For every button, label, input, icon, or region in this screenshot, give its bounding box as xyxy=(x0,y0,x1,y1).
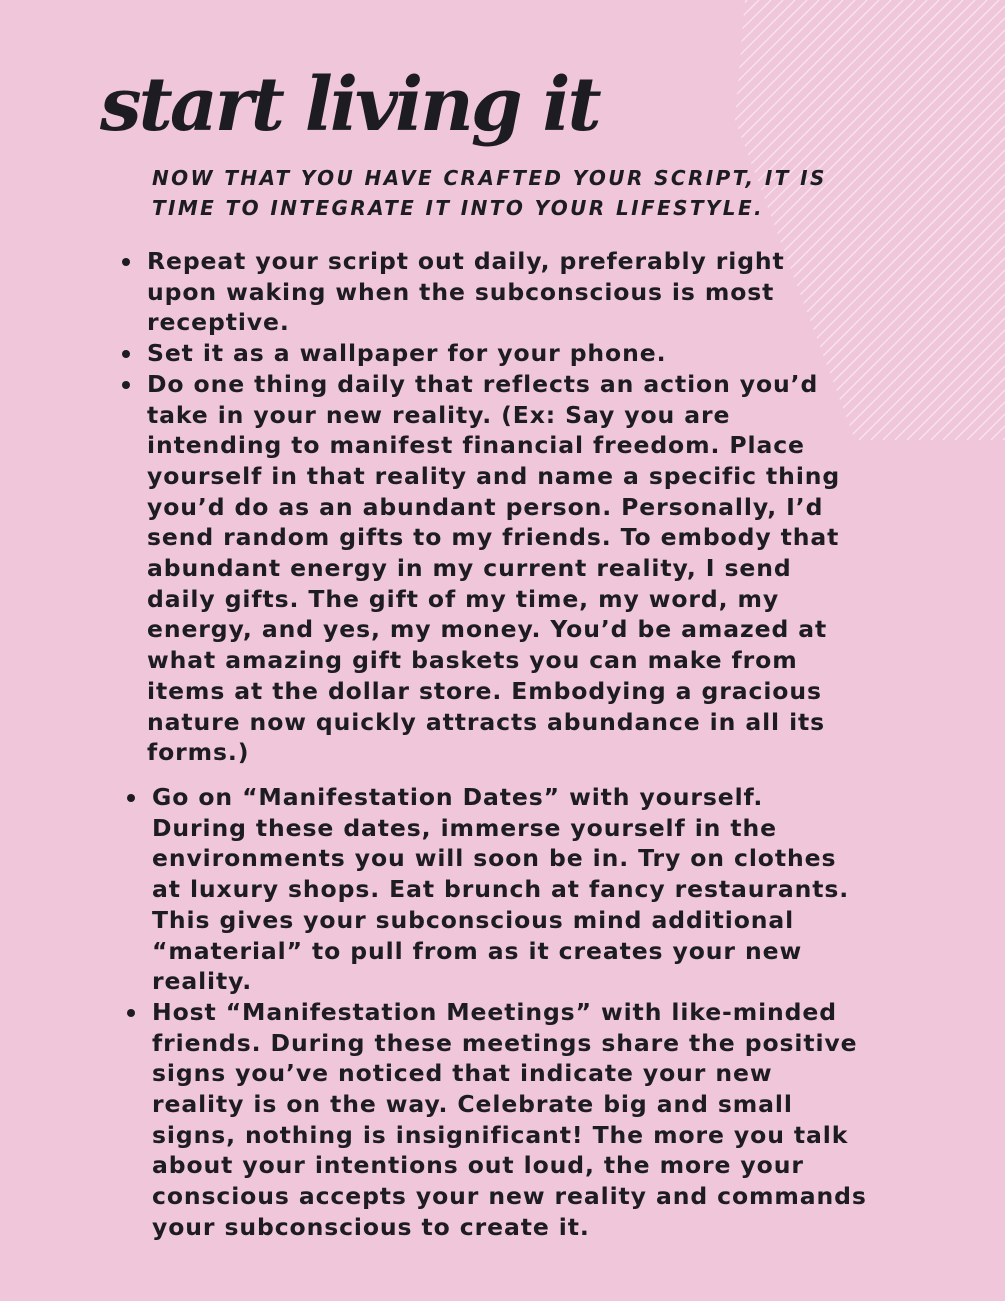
page-title: start living it xyxy=(100,62,599,148)
page-subtitle: NOW THAT YOU HAVE CRAFTED YOUR SCRIPT, IT IS TIME TO INTEGRATE IT INTO YOUR LIFESTYLE. xyxy=(152,166,827,220)
list-item: Go on “Manifestation Dates” with yourself. During these dates, immerse yourself in the environments you will soon be in. Try on clothes at luxury shops. Eat brunch at fancy restaurants. This gives your subconscious mind additional “material” to pull from as it creates your new reality. xyxy=(152,782,867,997)
list-item: Repeat your script out daily, preferably right upon waking when the subconscious is most receptive. xyxy=(147,246,852,338)
list-item: Set it as a wallpaper for your phone. xyxy=(147,338,852,369)
tips-list-secondary xyxy=(152,782,867,1243)
list-item: Host “Manifestation Meetings” with like-minded friends. During these meetings share the positive signs you’ve noticed that indicate your new reality is on the way. Celebrate big and small signs, nothing is insignificant! The more you talk about your intentions out loud, the more your conscious accepts your new reality and commands your subconscious to create it. xyxy=(152,997,867,1241)
list-item: Do one thing daily that reflects an action you’d take in your new reality. (Ex: Say you are intending to manifest financial freedom. Place yourself in that reality and name a specific thing you’d do as an abundant person. Personally, I’d send random gifts to my friends. To embody that abundant energy in my current reality, I send daily gifts. The gift of my time, my word, my energy, and yes, my money. You’d be amazed at what amazing gift baskets you can make from items at the dollar store. Embodying a gracious nature now quickly attracts abundance in all its forms.) xyxy=(147,369,852,768)
tips-list-primary xyxy=(147,246,852,768)
